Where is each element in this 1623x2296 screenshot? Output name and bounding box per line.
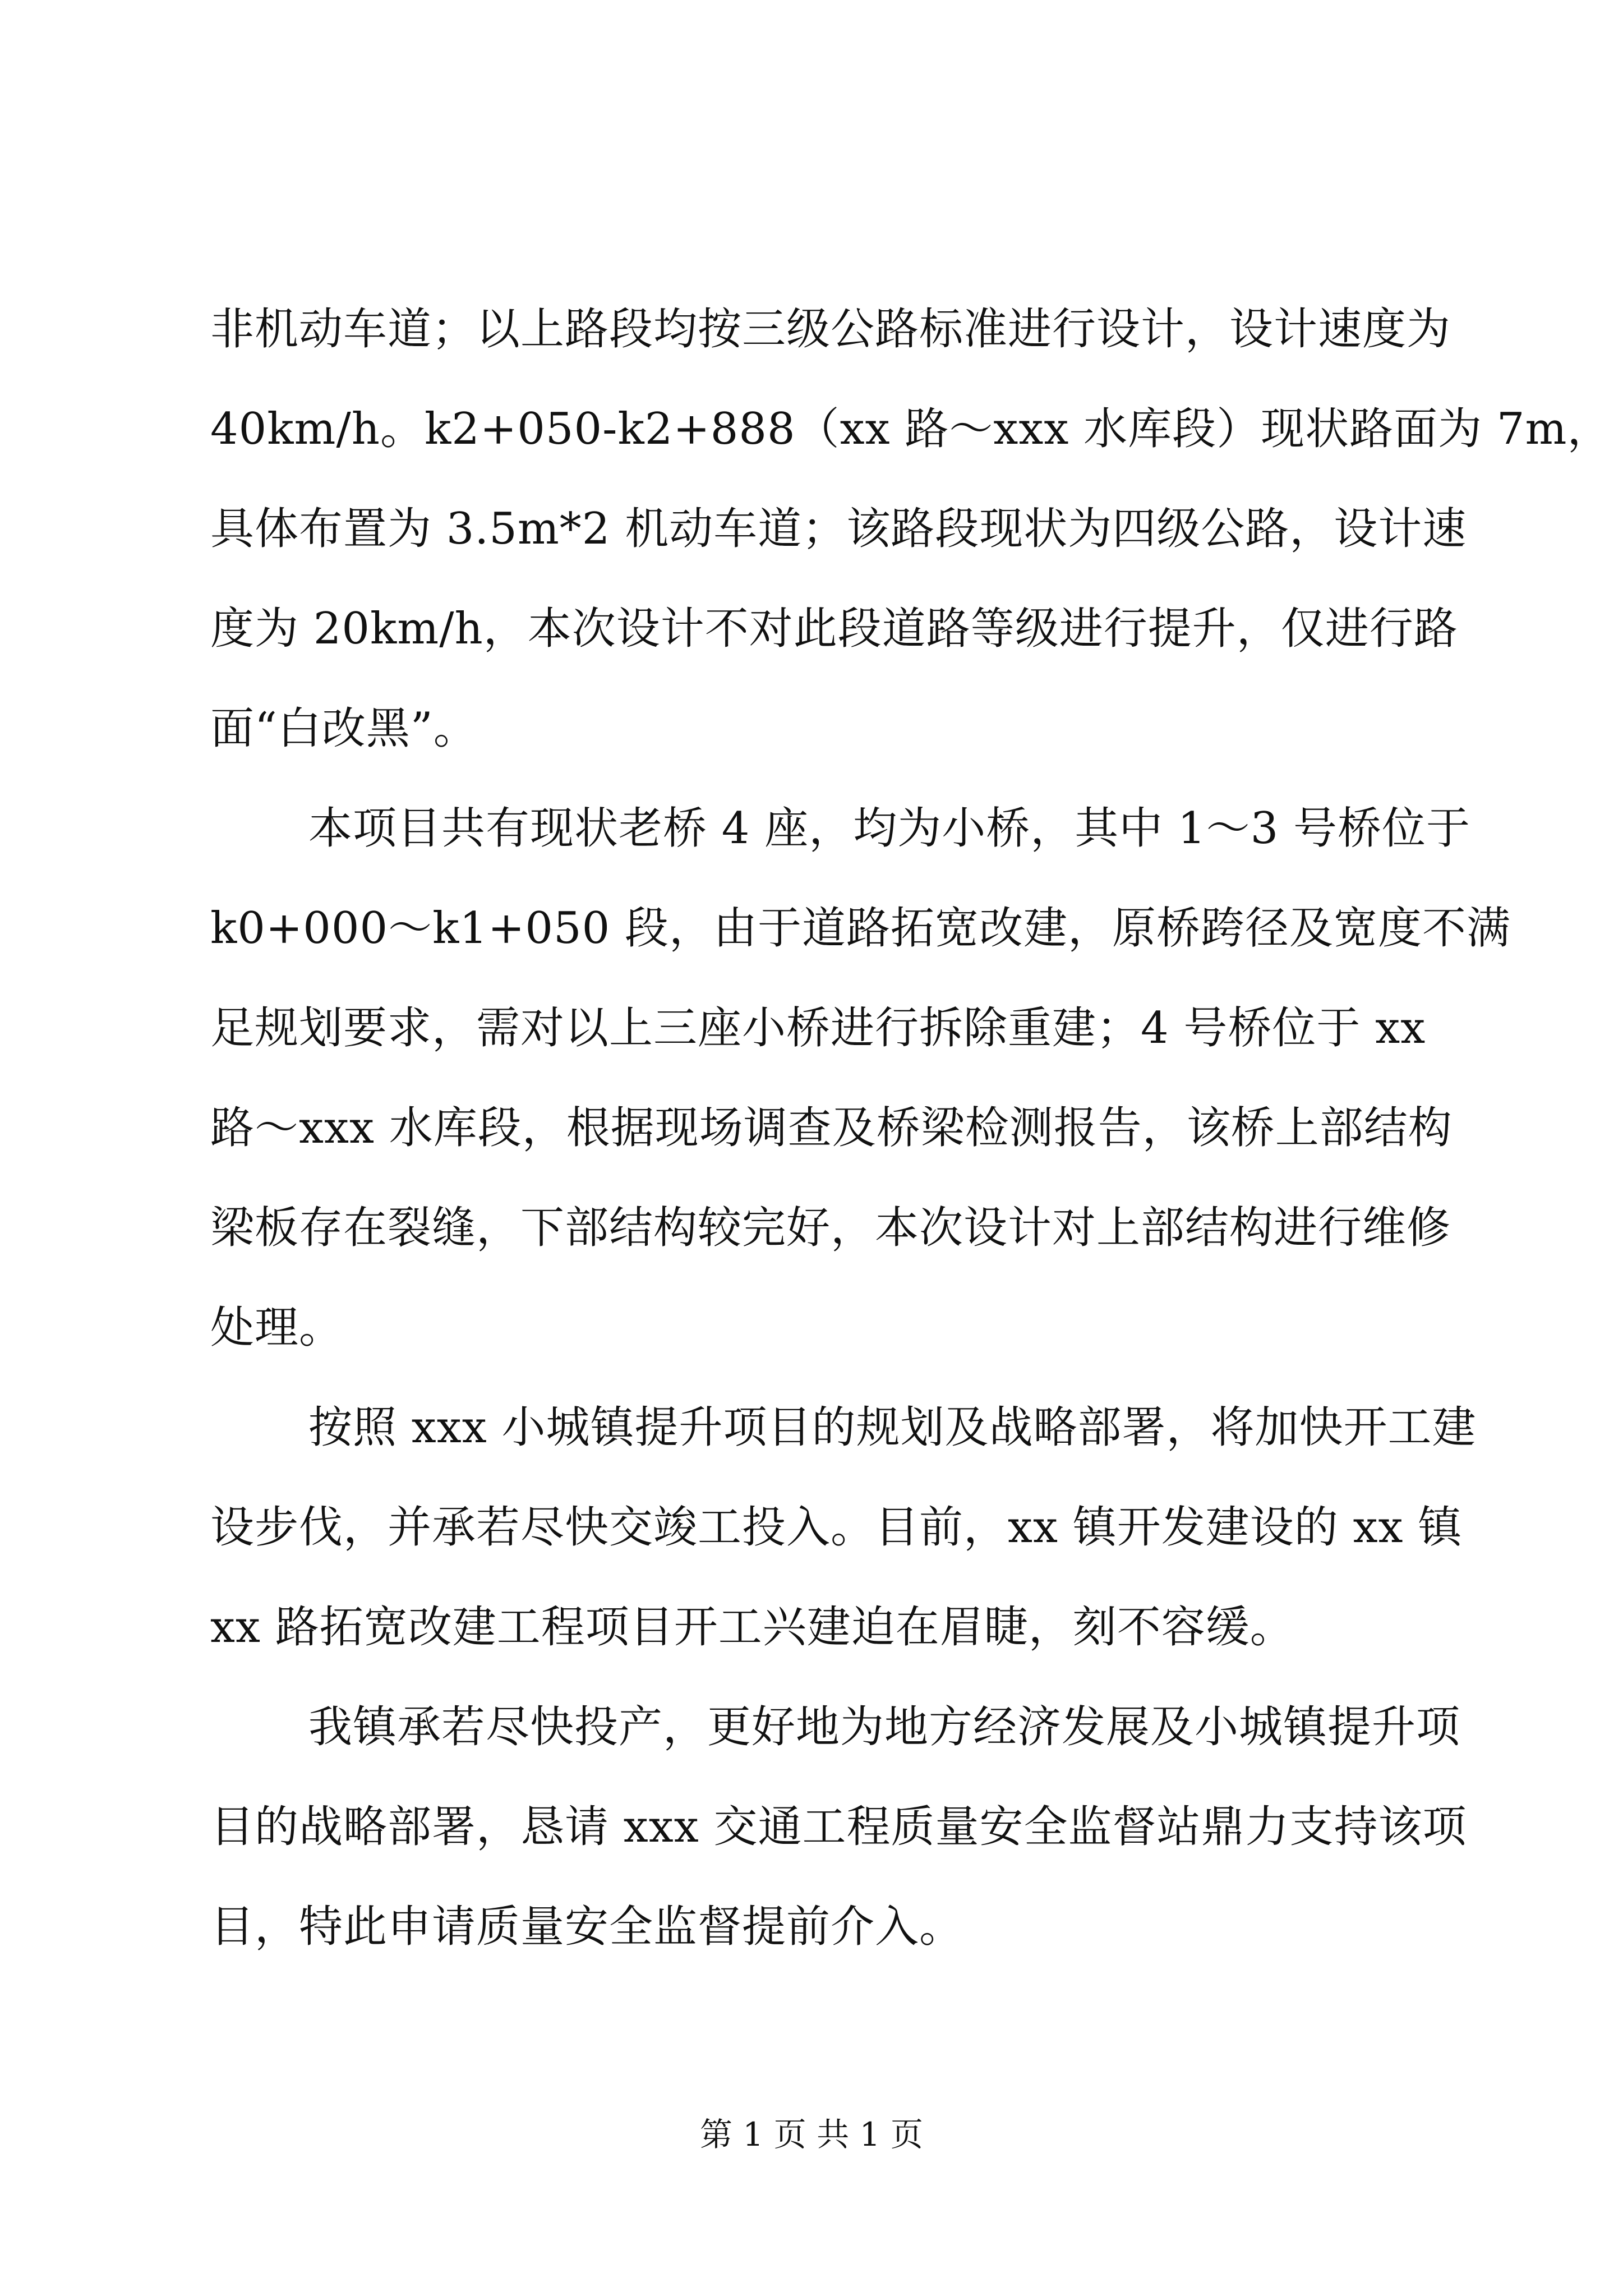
text-line: k0+000～k1+050 段，由于道路拓宽改建，原桥跨径及宽度不满 (210, 903, 1511, 954)
text-line: 度为 20km/h，本次设计不对此段道路等级进行提升，仅进行路 (210, 604, 1458, 654)
text-line: 设步伐，并承若尽快交竣工投入。目前，xx 镇开发建设的 xx 镇 (210, 1502, 1463, 1553)
text-line: xx 路拓宽改建工程项目开工兴建迫在眉睫，刻不容缓。 (210, 1602, 1294, 1653)
text-line: 目的战略部署，恳请 xxx 交通工程质量安全监督站鼎力支持该项 (210, 1802, 1467, 1852)
text-line: 处理。 (210, 1303, 344, 1353)
text-line: 目，特此申请质量安全监督提前介入。 (210, 1902, 964, 1952)
text-line: 按照 xxx 小城镇提升项目的规划及战略部署，将加快开工建 (308, 1402, 1477, 1453)
text-line: 非机动车道；以上路段均按三级公路标准进行设计，设计速度为 (210, 304, 1451, 355)
text-line: 本项目共有现状老桥 4 座，均为小桥，其中 1～3 号桥位于 (308, 803, 1471, 854)
text-line: 面“白改黑”。 (210, 703, 478, 754)
text-line: 足规划要求，需对以上三座小桥进行拆除重建；4 号桥位于 xx (210, 1003, 1426, 1053)
text-line: 梁板存在裂缝，下部结构较完好，本次设计对上部结构进行维修 (210, 1203, 1451, 1253)
document-body (210, 279, 1612, 1977)
text-line: 40km/h。k2+050-k2+888（xx 路～xxx 水库段）现状路面为 7m， (210, 404, 1612, 454)
text-line: 我镇承若尽快投产，更好地为地方经济发展及小城镇提升项 (308, 1702, 1461, 1752)
page-number-footer: 第 1 页 共 1 页 (700, 2115, 923, 2154)
text-line: 具体布置为 3.5m*2 机动车道；该路段现状为四级公路，设计速 (210, 504, 1467, 554)
text-line: 路～xxx 水库段，根据现场调查及桥梁检测报告，该桥上部结构 (210, 1103, 1453, 1153)
